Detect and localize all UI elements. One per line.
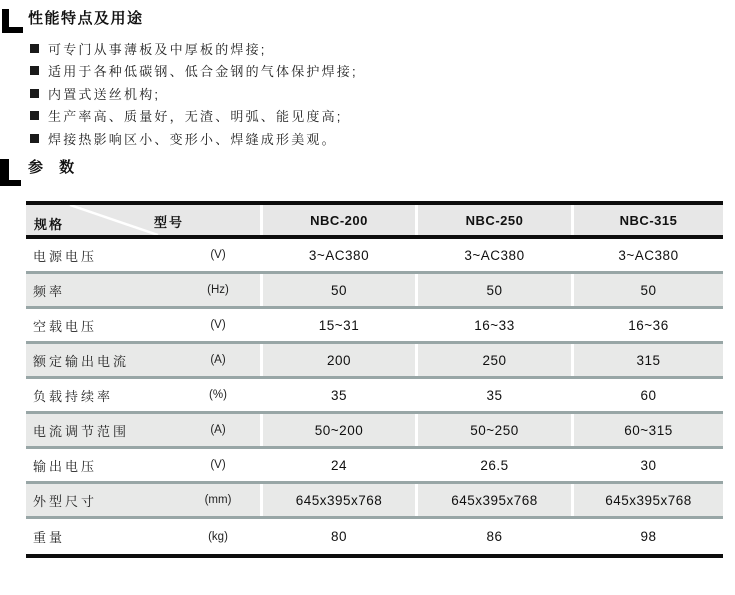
cell-value: 24 <box>263 449 415 481</box>
cell-value: 315 <box>574 344 723 376</box>
cell-value: 60~315 <box>574 414 723 446</box>
column-header-nbc-250: NBC-250 <box>418 205 571 235</box>
cell-value: 250 <box>418 344 571 376</box>
row-unit: (V) <box>210 459 226 471</box>
cell-value: 80 <box>263 519 415 554</box>
row-unit: (A) <box>210 354 226 366</box>
cell-value: 86 <box>418 519 571 554</box>
table-row <box>26 449 723 484</box>
table-body <box>26 239 723 554</box>
cell-value: 50 <box>418 274 571 306</box>
cell-value: 3~AC380 <box>418 239 571 271</box>
cell-value: 200 <box>263 344 415 376</box>
cell-value: 26.5 <box>418 449 571 481</box>
column-header-nbc-315: NBC-315 <box>574 205 723 235</box>
section-corner-mark <box>2 9 23 33</box>
corner-col-axis-label: 型号 <box>154 215 185 230</box>
row-unit: (V) <box>210 249 226 261</box>
row-unit: (%) <box>209 389 227 401</box>
feature-text: 生产率高、质量好，无渣、明弧、能见度高; <box>48 109 343 125</box>
row-unit: (Hz) <box>207 284 229 296</box>
cell-value: 60 <box>574 379 723 411</box>
table-header-row <box>26 205 723 235</box>
list-item <box>30 127 358 150</box>
row-label: 外型尺寸 <box>33 493 98 509</box>
row-label: 电源电压 <box>33 248 98 264</box>
table-bottom-border <box>26 554 723 558</box>
cell-value: 3~AC380 <box>574 239 723 271</box>
cell-value: 645x395x768 <box>418 484 571 516</box>
feature-text: 适用于各种低碳钢、低合金钢的气体保护焊接; <box>48 64 358 80</box>
row-label: 空载电压 <box>33 318 98 334</box>
spec-table <box>26 201 723 558</box>
features-section-title: 性能特点及用途 <box>28 10 144 27</box>
square-bullet-icon <box>30 66 39 75</box>
column-header-nbc-200: NBC-200 <box>263 205 415 235</box>
cell-value: 50 <box>574 274 723 306</box>
feature-list <box>30 37 358 150</box>
row-unit: (kg) <box>208 530 228 543</box>
cell-value: 50~200 <box>263 414 415 446</box>
row-unit: (mm) <box>204 494 232 506</box>
row-unit: (A) <box>210 424 226 436</box>
table-row <box>26 414 723 449</box>
table-row <box>26 519 723 554</box>
feature-text: 内置式送丝机构; <box>48 86 161 102</box>
square-bullet-icon <box>30 111 39 120</box>
table-row <box>26 309 723 344</box>
list-item <box>30 82 358 105</box>
corner-row-axis-label: 规格 <box>34 217 65 232</box>
table-row <box>26 379 723 414</box>
table-corner-cell <box>26 205 260 235</box>
row-unit: (V) <box>210 319 226 331</box>
cell-value: 16~36 <box>574 309 723 341</box>
cell-value: 3~AC380 <box>263 239 415 271</box>
section-corner-mark <box>0 159 21 186</box>
row-label: 负载持续率 <box>33 388 114 404</box>
square-bullet-icon <box>30 89 39 98</box>
square-bullet-icon <box>30 134 39 143</box>
row-label: 频率 <box>33 283 66 299</box>
square-bullet-icon <box>30 44 39 53</box>
row-label: 额定输出电流 <box>33 353 130 369</box>
params-section-title: 参 数 <box>28 159 81 176</box>
cell-value: 50 <box>263 274 415 306</box>
cell-value: 98 <box>574 519 723 554</box>
cell-value: 50~250 <box>418 414 571 446</box>
feature-text: 可专门从事薄板及中厚板的焊接; <box>48 41 267 57</box>
cell-value: 35 <box>418 379 571 411</box>
table-row <box>26 239 723 274</box>
row-label: 电流调节范围 <box>33 423 130 439</box>
cell-value: 16~33 <box>418 309 571 341</box>
cell-value: 645x395x768 <box>574 484 723 516</box>
list-item <box>30 105 358 128</box>
cell-value: 35 <box>263 379 415 411</box>
feature-text: 焊接热影响区小、变形小、焊缝成形美观。 <box>48 131 337 147</box>
table-row <box>26 344 723 379</box>
cell-value: 15~31 <box>263 309 415 341</box>
list-item <box>30 60 358 83</box>
cell-value: 645x395x768 <box>263 484 415 516</box>
table-row <box>26 484 723 519</box>
row-label: 重量 <box>33 530 66 545</box>
list-item <box>30 37 358 60</box>
cell-value: 30 <box>574 449 723 481</box>
table-row <box>26 274 723 309</box>
row-label: 输出电压 <box>33 458 98 474</box>
